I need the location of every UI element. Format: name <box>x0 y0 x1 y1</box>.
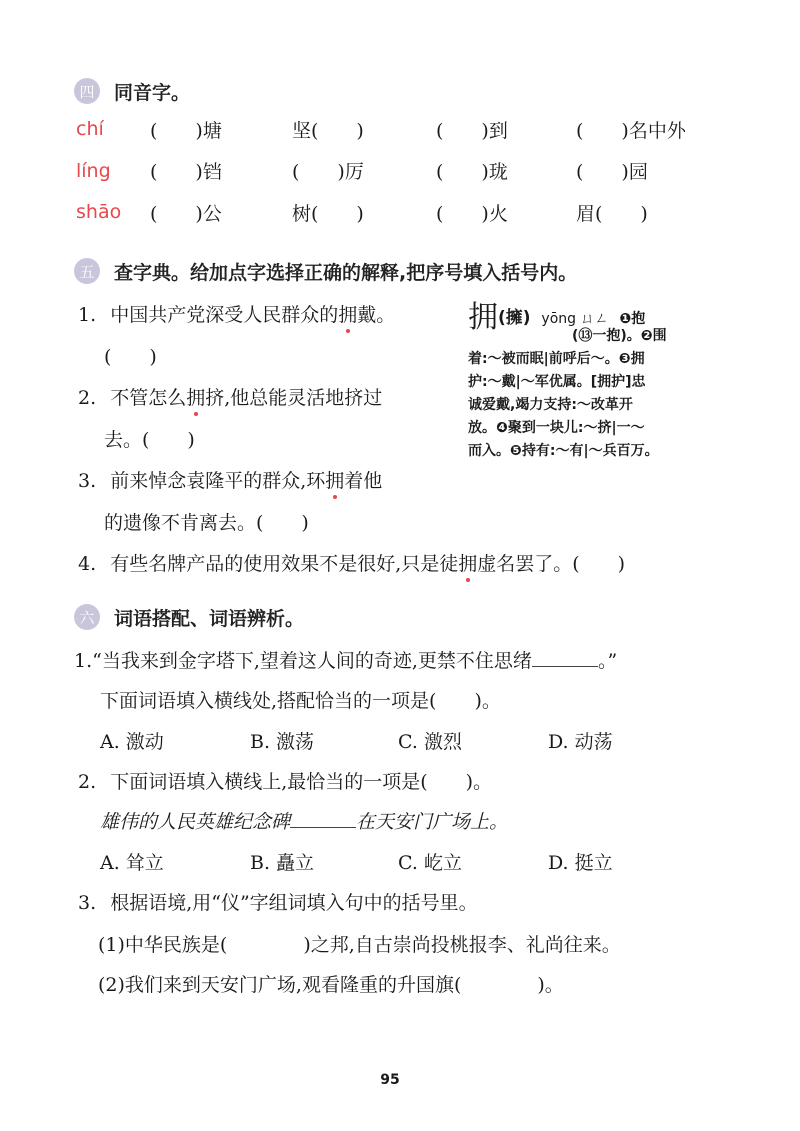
homophone-cell: ( )厉 <box>292 161 364 183</box>
page-number: 95 <box>380 1072 400 1088</box>
dict-line: 护:～戴|～军优属。[拥护]忠 <box>468 374 646 390</box>
dict-line: 放。❹聚到一块儿:～挤|一～ <box>468 420 645 436</box>
question-number: 3. <box>78 892 97 914</box>
question-text: 根据语境,用“仪”字组词填入句中的括号里。 <box>110 892 478 914</box>
option-b: B. 激荡 <box>250 731 315 753</box>
question-text: 。” <box>597 650 618 672</box>
section6-header <box>74 602 304 632</box>
dotted-char: 拥 <box>325 470 345 492</box>
word-question-1 <box>74 646 617 673</box>
question-text: 下面词语填入横线上,最恰当的一项是( )。 <box>110 771 493 793</box>
question-text: 下面词语填入横线处,搭配恰当的一项是( )。 <box>100 690 501 712</box>
option-b: B. 矗立 <box>250 852 315 874</box>
homophone-cell: 坚( ) <box>292 120 364 142</box>
section4-header <box>74 76 190 106</box>
question-number: 4. <box>78 553 97 575</box>
word-question-3 <box>78 888 478 915</box>
section6-badge: 六 <box>74 604 100 630</box>
section5-badge: 五 <box>74 258 100 284</box>
option-d: D. 动荡 <box>548 731 613 753</box>
dict-line: 着:～被而眠|前呼后～。❸拥 <box>468 351 645 367</box>
option-d: D. 挺立 <box>548 852 613 874</box>
question-text: 在天安门广场上。 <box>356 811 509 833</box>
section4-badge: 四 <box>74 78 100 104</box>
homophone-cell: 眉( ) <box>576 203 648 225</box>
dictionary-entry <box>468 300 718 463</box>
section6-title: 词语搭配、词语辨析。 <box>114 607 305 630</box>
sentence-line <box>100 807 508 834</box>
sub-question-2: (2)我们来到天安门广场,观看隆重的升国旗( )。 <box>98 974 564 996</box>
section5-title: 查字典。给加点字选择正确的解释,把序号填入括号内。 <box>114 261 578 284</box>
question-text: 挤,他总能灵活地挤过 <box>205 387 383 409</box>
homophone-cell: ( )园 <box>576 161 648 183</box>
dict-question-4 <box>78 549 625 576</box>
dict-question-2 <box>78 383 382 410</box>
question-number: 2. <box>78 387 97 409</box>
question-text: 前来悼念袁隆平的群众,环 <box>110 470 326 492</box>
fill-blank[interactable] <box>532 666 598 667</box>
question-text: “当我来到金字塔下,望着这人间的奇迹,更禁不住思绪 <box>92 650 532 672</box>
dict-line: 而入。❺持有:～有|～兵百万。 <box>468 443 659 459</box>
option-c: C. 激烈 <box>398 731 462 753</box>
sub-question-1: (1)中华民族是( )之邦,自古崇尚投桃报李、礼尚往来。 <box>98 934 621 956</box>
dotted-char: 拥 <box>458 553 478 575</box>
question-number: 3. <box>78 470 97 492</box>
option-a: A. 激动 <box>100 731 164 753</box>
question-number: 1. <box>78 304 97 326</box>
section4-title: 同音字。 <box>114 81 191 104</box>
pinyin-ling: líng <box>76 160 111 182</box>
question-text: 戴。 <box>357 304 396 326</box>
dict-sense: ❶抱 <box>619 311 646 327</box>
question-text: 去。( ) <box>104 429 195 451</box>
homophone-cell: ( )火 <box>436 203 508 225</box>
homophone-cell: ( )名中外 <box>576 120 686 142</box>
dict-line: (⑬一抱)。❷围 <box>572 328 667 344</box>
dict-question-3 <box>78 466 382 493</box>
question-text: 有些名牌产品的使用效果不是很好,只是徒 <box>110 553 459 575</box>
section5-header <box>74 256 577 286</box>
question-number: 2. <box>78 771 97 793</box>
question-text: 的遗像不肯离去。( ) <box>104 512 309 534</box>
homophone-cell: ( )塘 <box>150 120 222 142</box>
dict-pinyin: yōng ㄩㄥ <box>541 311 609 327</box>
question-number: 1. <box>74 650 93 672</box>
option-c: C. 屹立 <box>398 852 462 874</box>
question-text: 雄伟的人民英雄纪念碑 <box>100 811 291 833</box>
homophone-cell: ( )到 <box>436 120 508 142</box>
word-question-2 <box>78 767 492 794</box>
homophone-cell: ( )珑 <box>436 161 508 183</box>
question-text: 着他 <box>344 470 383 492</box>
dotted-char: 拥 <box>338 304 358 326</box>
pinyin-shao: shāo <box>76 201 122 223</box>
dict-question-1 <box>78 300 395 327</box>
homophone-cell: ( )公 <box>150 203 222 225</box>
answer-parens: ( ) <box>104 346 157 368</box>
dotted-char: 拥 <box>186 387 206 409</box>
fill-blank[interactable] <box>290 827 356 828</box>
dict-line: 诚爱戴,竭力支持:～改革开 <box>468 397 633 413</box>
pinyin-chi: chí <box>76 118 104 140</box>
question-text: 不管怎么 <box>110 387 187 409</box>
dict-variant: (擁) <box>498 308 531 328</box>
dict-headword: 拥 <box>468 300 498 335</box>
homophone-cell: ( )铛 <box>150 161 222 183</box>
question-text: 中国共产党深受人民群众的 <box>110 304 339 326</box>
option-a: A. 耸立 <box>100 852 164 874</box>
question-text: 虚名罢了。( ) <box>477 553 626 575</box>
homophone-cell: 树( ) <box>292 203 364 225</box>
